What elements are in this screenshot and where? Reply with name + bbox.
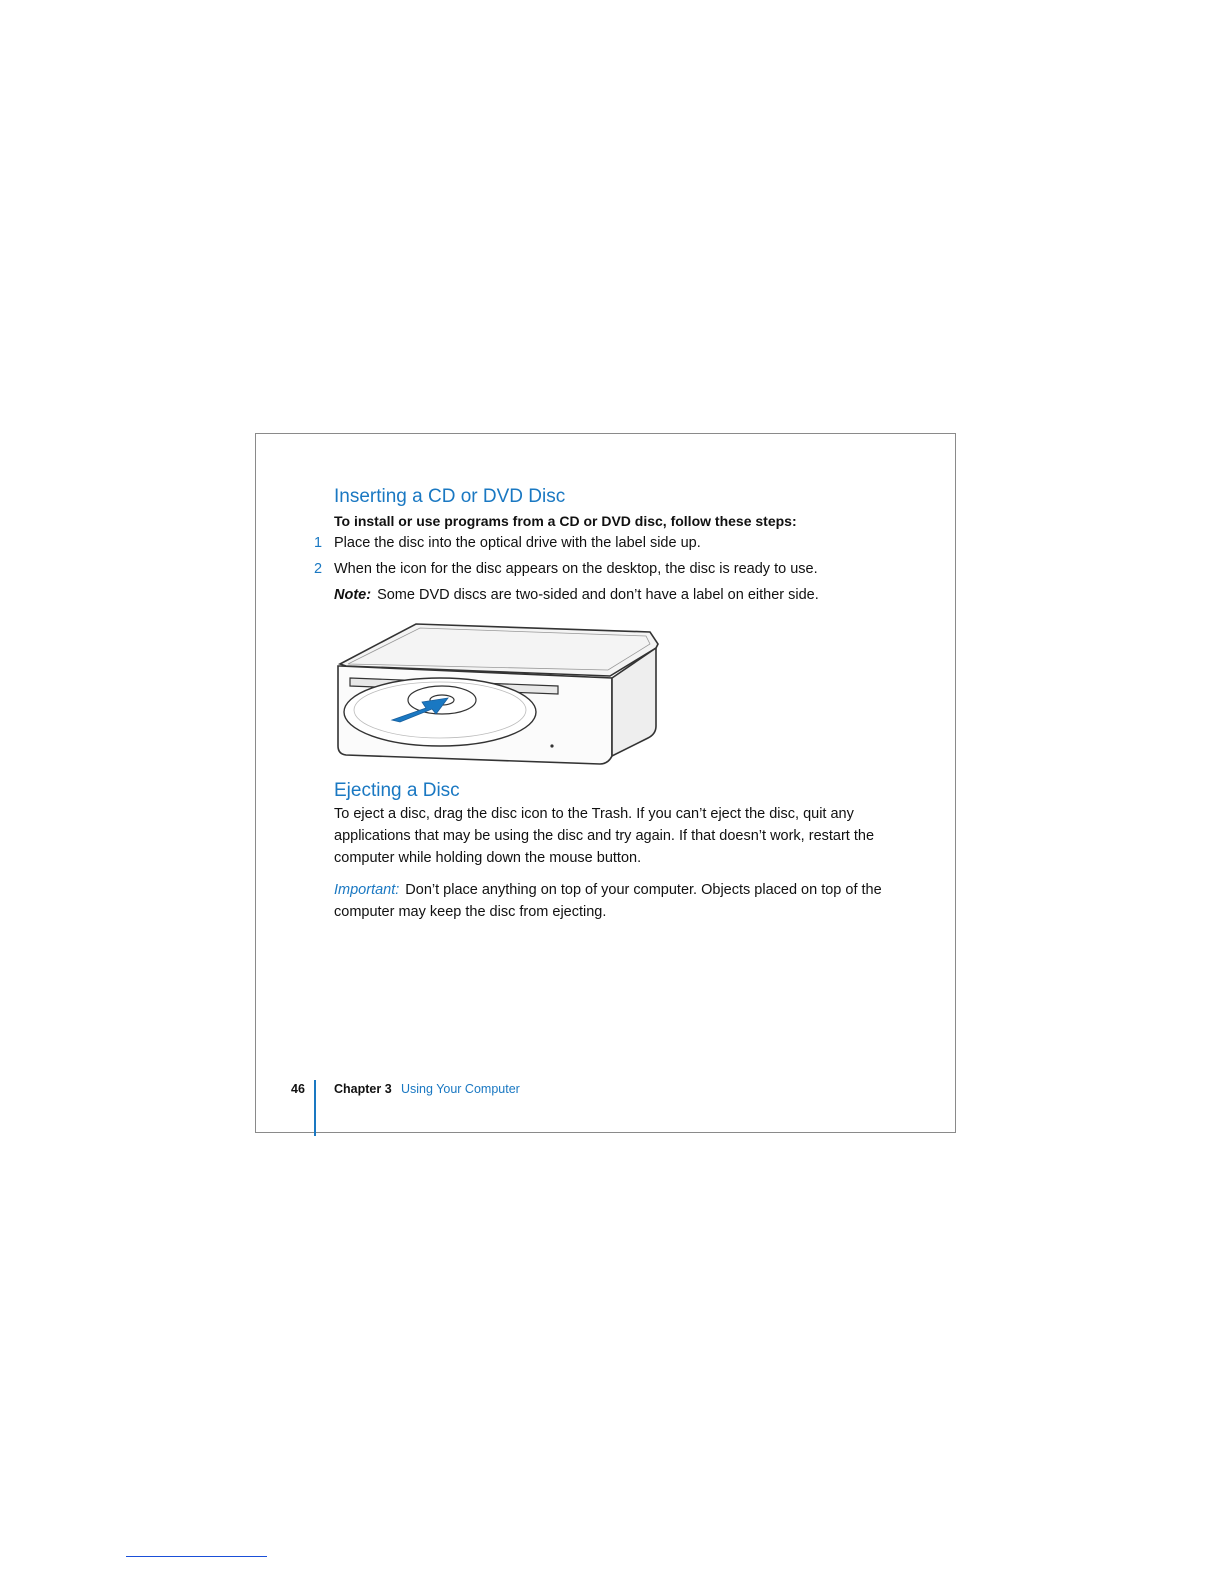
instructions-lead: To install or use programs from a CD or DVD disc, follow these steps: — [334, 513, 797, 529]
section-heading-ejecting: Ejecting a Disc — [334, 780, 460, 801]
power-light — [550, 744, 553, 747]
note — [334, 587, 819, 603]
step-number: 1 — [314, 535, 323, 551]
page-number: 46 — [291, 1082, 305, 1096]
chapter-title: Using Your Computer — [401, 1082, 520, 1096]
eject-paragraph: To eject a disc, drag the disc icon to the Trash. If you can’t eject the disc, quit any applications that may be using the disc and try again. If that doesn’t work, restart the computer while holding down the mouse button. — [334, 806, 875, 866]
step-text: When the icon for the disc appears on the desktop, the disc is ready to use. — [334, 561, 818, 577]
note-label: Note: — [334, 587, 372, 603]
section-heading-inserting: Inserting a CD or DVD Disc — [334, 486, 566, 507]
note-text: Some DVD discs are two-sided and don’t have a label on either side. — [377, 587, 819, 603]
footer-rule — [314, 1080, 316, 1136]
chapter-label: Chapter 3 — [334, 1082, 392, 1096]
step-text: Place the disc into the optical drive with the label side up. — [334, 535, 701, 551]
step-1 — [314, 535, 701, 551]
step-number: 2 — [314, 561, 323, 577]
important-text: Don’t place anything on top of your computer. Objects placed on top of the computer may keep the disc from ejecting. — [334, 882, 882, 920]
important-paragraph — [334, 879, 894, 923]
bottom-link-underline[interactable] — [126, 1556, 267, 1557]
step-2 — [314, 561, 818, 577]
computer-illustration — [330, 618, 666, 774]
important-label: Important: — [334, 882, 400, 898]
computer-disc-insert-icon — [330, 618, 666, 774]
